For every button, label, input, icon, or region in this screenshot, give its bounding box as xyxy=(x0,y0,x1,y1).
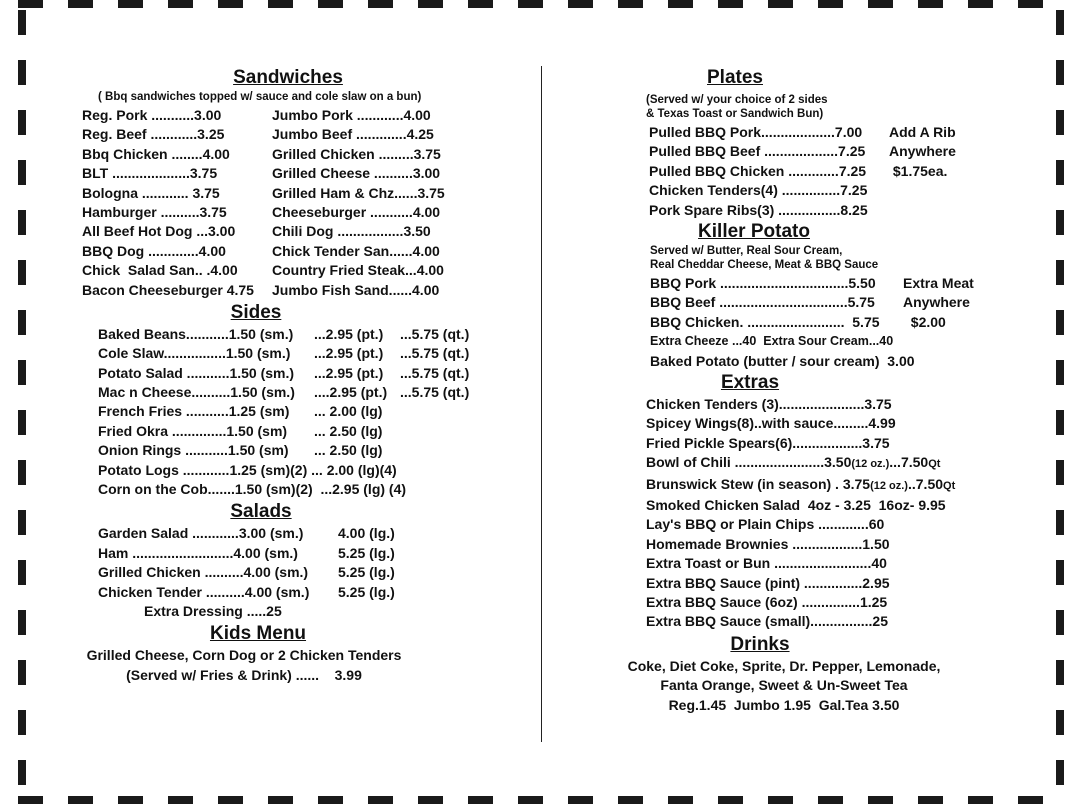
sandwich-item-cell: Reg. Pork ...........3.00 xyxy=(82,107,222,123)
extras-list xyxy=(622,395,1022,453)
side-item-cell: ...2.95 (pt.) xyxy=(314,325,384,342)
baked-potato: Baked Potato (butter / sour cream) 3.00 xyxy=(650,352,915,369)
sandwich-item xyxy=(78,222,518,241)
extras-item: Lay's BBQ or Plain Chips .............60 xyxy=(646,516,885,533)
extras-item: Chicken Tenders (3)......................3.75 xyxy=(646,395,892,412)
sandwich-item xyxy=(78,125,518,144)
sandwich-item xyxy=(78,242,518,261)
side-item-cell: Mac n Cheese..........1.50 (sm.) xyxy=(98,384,295,401)
sandwich-item xyxy=(78,164,518,183)
extras-item: Fried Pickle Spears(6)..................3.75 xyxy=(646,434,890,451)
sandwiches-heading: Sandwiches xyxy=(233,67,343,88)
plate-item xyxy=(622,123,1022,142)
salad-item xyxy=(78,524,518,543)
potato-item xyxy=(622,313,1022,332)
potato-item-cell: BBQ Chicken. ......................... 5.75 xyxy=(650,313,880,330)
potato-note-2: Real Cheddar Cheese, Meat & BBQ Sauce xyxy=(650,258,879,271)
extras-item: Smoked Chicken Salad 4oz - 3.25 16oz- 9.95 xyxy=(646,496,946,513)
plates-note-1: (Served w/ your choice of 2 sides xyxy=(646,94,828,106)
sandwiches-list xyxy=(78,106,518,300)
sides-heading: Sides xyxy=(230,301,282,323)
salad-item-cell: Garden Salad ............3.00 (sm.) xyxy=(98,525,304,542)
sandwich-item-cell: Grilled Ham & Chz......3.75 xyxy=(272,184,445,201)
side-item xyxy=(78,441,518,460)
sandwich-item-cell: Jumbo Beef .............4.25 xyxy=(272,126,434,143)
side-item-cell: Corn on the Cob.......1.50 (sm)(2) ...2.95 (lg) (4) xyxy=(98,481,407,498)
salad-item-cell: 5.25 (lg.) xyxy=(338,583,395,600)
side-item-cell: ...5.75 (qt.) xyxy=(400,345,470,362)
side-item-cell: French Fries ...........1.25 (sm) xyxy=(98,403,290,420)
drinks-heading: Drinks xyxy=(730,633,790,655)
side-item-cell: ... 2.00 (lg) xyxy=(314,403,383,420)
sandwich-item-cell: Cheeseburger ...........4.00 xyxy=(272,203,441,220)
sandwich-item-cell: Hamburger ..........3.75 xyxy=(82,203,227,220)
sandwiches-note: ( Bbq sandwiches topped w/ sauce and cole slaw on a bun) xyxy=(98,91,422,103)
side-item xyxy=(78,383,518,402)
salad-item-cell: 5.25 (lg.) xyxy=(338,564,395,581)
stew-size: (12 oz.) xyxy=(870,479,908,492)
sandwich-item xyxy=(78,281,518,300)
potato-item-cell: BBQ Pork .................................5.50 xyxy=(650,274,876,291)
stew-price: Brunswick Stew (in season) . 3.75 xyxy=(646,475,871,492)
side-item-cell: ....2.95 (pt.) xyxy=(314,384,388,401)
plates-note-2: & Texas Toast or Sandwich Bun) xyxy=(646,108,824,120)
killer-potato-heading: Killer Potato xyxy=(698,220,810,242)
right-column xyxy=(622,66,1022,715)
sandwich-item-cell: Country Fried Steak...4.00 xyxy=(272,262,444,279)
plate-item-cell: Anywhere xyxy=(889,143,956,160)
plates-heading: Plates xyxy=(707,67,763,88)
salad-item-cell: Grilled Chicken ..........4.00 (sm.) xyxy=(98,564,309,581)
chili-price: Bowl of Chili .......................3.50 xyxy=(646,454,852,471)
extras-item: Homemade Brownies ..................1.50 xyxy=(646,535,890,552)
side-item xyxy=(78,480,518,499)
potato-item-cell: Extra Meat xyxy=(903,274,974,291)
sandwich-item-cell: Bacon Cheeseburger 4.75 xyxy=(82,281,254,298)
sandwich-item xyxy=(78,203,518,222)
potato-item-cell: $2.00 xyxy=(903,313,946,330)
salad-item-cell: Chicken Tender ..........4.00 (sm.) xyxy=(98,583,310,600)
side-item-cell: ... 2.50 (lg) xyxy=(314,422,383,439)
potato-note-1: Served w/ Butter, Real Sour Cream, xyxy=(650,244,843,257)
plate-item-cell: Pulled BBQ Beef ...................7.25 xyxy=(649,143,866,160)
plate-item xyxy=(622,162,1022,181)
sandwich-item-cell: Grilled Chicken .........3.75 xyxy=(272,145,441,162)
side-item-cell: ...5.75 (qt.) xyxy=(400,384,470,401)
kids-menu-heading: Kids Menu xyxy=(209,623,307,645)
side-item-cell: Potato Logs ............1.25 (sm)(2) ... 2.00 (lg)(4) xyxy=(98,461,397,478)
plate-item-cell: Chicken Tenders(4) ...............7.25 xyxy=(649,182,868,199)
left-column xyxy=(78,66,518,685)
side-item xyxy=(78,402,518,421)
plate-item-cell: $1.75ea. xyxy=(889,162,948,179)
plate-item-cell: Pulled BBQ Chicken .............7.25 xyxy=(649,162,867,179)
plate-item xyxy=(622,142,1022,161)
sandwich-item xyxy=(78,261,518,280)
sandwich-item xyxy=(78,184,518,203)
side-item xyxy=(78,344,518,363)
kids-menu-line-1: Grilled Cheese, Corn Dog or 2 Chicken Tenders xyxy=(86,647,402,664)
side-item-cell: ... 2.50 (lg) xyxy=(314,442,383,459)
plate-item xyxy=(622,181,1022,200)
plates-list xyxy=(622,123,1022,220)
extras-item: Spicey Wings(8)..with sauce.........4.99 xyxy=(646,415,896,432)
side-item xyxy=(78,325,518,344)
sandwich-item-cell: Chick Salad San.. .4.00 xyxy=(82,262,238,279)
drinks-line-1: Coke, Diet Coke, Sprite, Dr. Pepper, Lemonade, xyxy=(627,657,941,674)
sandwich-item xyxy=(78,145,518,164)
potato-item xyxy=(622,274,1022,293)
salads-heading: Salads xyxy=(230,501,292,523)
extras-item: Extra BBQ Sauce (small)................25 xyxy=(646,613,888,630)
salad-item xyxy=(78,583,518,602)
potato-item-cell: BBQ Beef .................................5.75 xyxy=(650,294,875,311)
salad-item-cell: 4.00 (lg.) xyxy=(338,525,395,542)
stew-qt-unit: Qt xyxy=(943,479,956,492)
side-item-cell: ...2.95 (pt.) xyxy=(314,364,384,381)
potato-item-cell: Anywhere xyxy=(903,294,970,311)
chili-size: (12 oz.) xyxy=(851,458,890,471)
chili-qt-unit: Qt xyxy=(928,458,941,471)
sandwich-item-cell: Grilled Cheese ..........3.00 xyxy=(272,165,441,182)
sandwich-item-cell: BLT ....................3.75 xyxy=(82,165,218,182)
extras-item: Extra BBQ Sauce (6oz) ...............1.25 xyxy=(646,594,888,610)
sandwich-item-cell: Bbq Chicken ........4.00 xyxy=(82,145,230,162)
extra-dressing: Extra Dressing .....25 xyxy=(144,602,282,619)
sandwich-item-cell: Jumbo Pork ............4.00 xyxy=(272,107,431,123)
plate-item-cell: Pulled BBQ Pork...................7.00 xyxy=(649,124,863,140)
salads-list xyxy=(78,524,518,602)
sandwich-item-cell: Bologna ............ 3.75 xyxy=(82,184,220,201)
side-item xyxy=(78,461,518,480)
potato-item xyxy=(622,293,1022,312)
sandwich-item-cell: Chick Tender San......4.00 xyxy=(272,242,440,259)
side-item-cell: Potato Salad ...........1.50 (sm.) xyxy=(98,364,295,381)
extras-list-2 xyxy=(622,496,1022,632)
sandwich-item xyxy=(78,106,518,125)
salad-item-cell: 5.25 (lg.) xyxy=(338,544,395,561)
bowl-of-chili xyxy=(622,453,1022,474)
sandwich-item-cell: Reg. Beef ............3.25 xyxy=(82,126,225,143)
side-item-cell: ...5.75 (qt.) xyxy=(400,364,470,381)
chili-qt-price: ...7.50 xyxy=(889,454,929,471)
side-item-cell: Fried Okra ..............1.50 (sm) xyxy=(98,422,288,439)
plate-item xyxy=(622,201,1022,220)
sandwich-item-cell: BBQ Dog .............4.00 xyxy=(82,242,226,259)
side-item xyxy=(78,422,518,441)
side-item-cell: ...5.75 (qt.) xyxy=(400,325,470,342)
drinks-line-3: Reg.1.45 Jumbo 1.95 Gal.Tea 3.50 xyxy=(668,696,900,713)
salad-item xyxy=(78,563,518,582)
salad-item xyxy=(78,544,518,563)
extras-item: Extra BBQ Sauce (pint) ...............2.95 xyxy=(646,574,890,591)
kids-menu-line-2: (Served w/ Fries & Drink) ...... 3.99 xyxy=(126,666,362,683)
plate-item-cell: Pork Spare Ribs(3) ................8.25 xyxy=(649,201,868,218)
killer-potato-list xyxy=(622,274,1022,332)
sides-list xyxy=(78,325,518,500)
potato-extras: Extra Cheeze ...40 Extra Sour Cream...40 xyxy=(650,334,894,349)
brunswick-stew xyxy=(622,475,1022,496)
salad-item-cell: Ham ..........................4.00 (sm.) xyxy=(98,544,298,561)
column-divider xyxy=(541,66,542,742)
sandwich-item-cell: Jumbo Fish Sand......4.00 xyxy=(272,281,440,298)
stew-qt-price: ..7.50 xyxy=(907,475,944,492)
plate-item-cell: Add A Rib xyxy=(889,124,956,140)
extras-item: Extra Toast or Bun .........................40 xyxy=(646,555,887,572)
side-item xyxy=(78,364,518,383)
extras-heading: Extras xyxy=(720,371,780,393)
side-item-cell: Baked Beans...........1.50 (sm.) xyxy=(98,325,294,342)
side-item-cell: Onion Rings ...........1.50 (sm) xyxy=(98,442,289,459)
drinks-line-2: Fanta Orange, Sweet & Un-Sweet Tea xyxy=(660,677,908,694)
side-item-cell: ...2.95 (pt.) xyxy=(314,345,384,362)
sandwich-item-cell: Chili Dog .................3.50 xyxy=(272,223,431,240)
side-item-cell: Cole Slaw................1.50 (sm.) xyxy=(98,345,291,362)
sandwich-item-cell: All Beef Hot Dog ...3.00 xyxy=(82,223,236,240)
